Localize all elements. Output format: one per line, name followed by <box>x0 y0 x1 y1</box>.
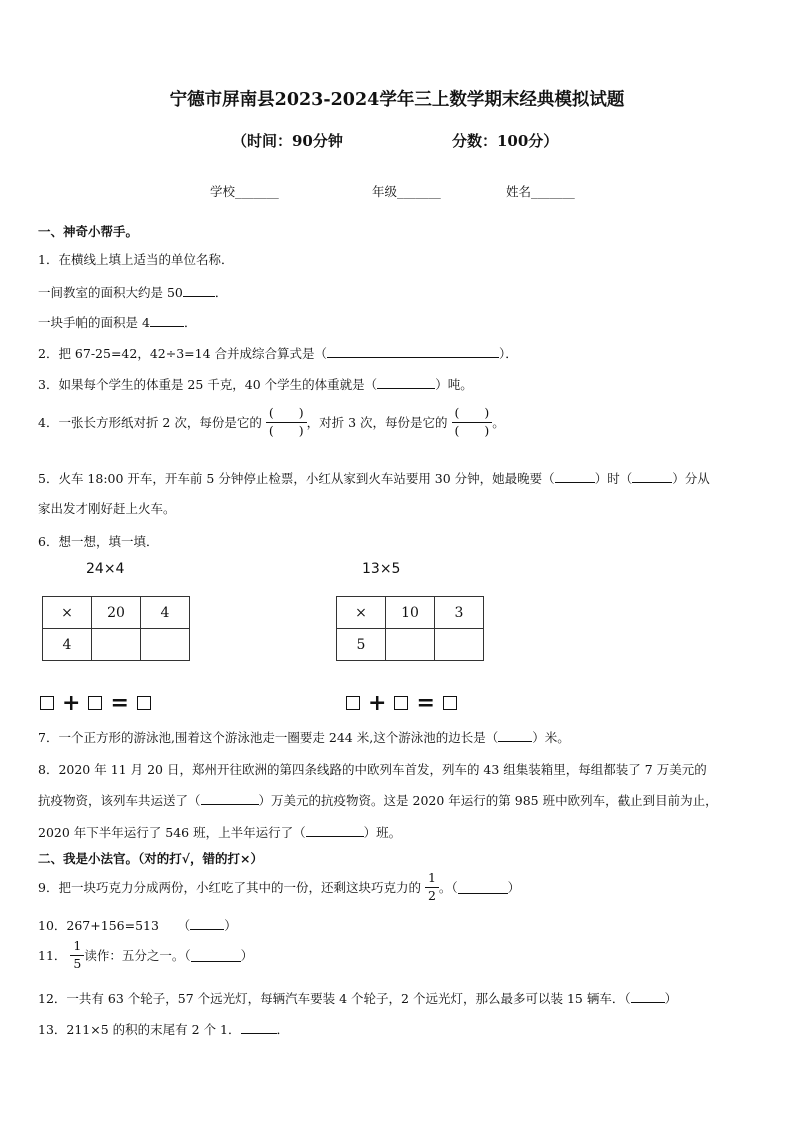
question-3: 3．如果每个学生的体重是 25 千克，40 个学生的体重就是（ ）吨。 <box>38 377 473 392</box>
answer-box[interactable] <box>346 696 360 710</box>
grid-cell: 20 <box>92 597 141 629</box>
answer-box[interactable] <box>394 696 408 710</box>
question-1b: 一块手帕的面积是 4 ． <box>38 315 197 330</box>
question-6: 6．想一想，填一填． <box>38 534 159 549</box>
question-5-cont: 家出发才刚好赶上火车。 <box>38 501 176 516</box>
answer-blank[interactable] <box>190 917 224 930</box>
answer-blank[interactable] <box>498 729 532 742</box>
calc-label-2: 13×5 <box>362 561 401 577</box>
section-2-title: 二、我是小法官。（对的打√，错的打×） <box>38 851 263 866</box>
answer-blank[interactable] <box>183 284 215 297</box>
answer-cell[interactable] <box>435 629 484 661</box>
answer-cell[interactable] <box>92 629 141 661</box>
name-field[interactable]: 姓名_______ <box>506 184 575 199</box>
answer-blank[interactable] <box>150 314 184 327</box>
question-9: 9．把一块巧克力分成两份，小红吃了其中的一份，还剩这块巧克力的 $\frac{1}{2}$ 。（ ） <box>38 870 521 903</box>
page-title: 宁德市屏南县2023-2024学年三上数学期末经典模拟试题 <box>169 90 625 110</box>
question-8: 8．2020 年 11 月 20 日，郑州开往欧洲的第四条线路的中欧列车首发，列车的 43 组集装箱里，每组都装了 7 万美元的 <box>38 762 707 777</box>
calc-label-1: 24×4 <box>86 561 125 577</box>
answer-cell[interactable] <box>386 629 435 661</box>
question-13: 13．211×5 的积的末尾有 2 个 1． ． <box>38 1022 290 1037</box>
grid-cell: 3 <box>435 597 484 629</box>
calc-grid-1 <box>42 596 190 661</box>
school-field[interactable]: 学校_______ <box>210 184 279 199</box>
question-8-cont-2: 2020 年下半年运行了 546 班，上半年运行了（ ）班。 <box>38 825 402 840</box>
fraction-blank[interactable]: $\frac{( )}{( )}$ <box>266 407 307 437</box>
question-4: 4．一张长方形纸对折 2 次，每份是它的 $\frac{( )}{( )}$ ，对折 3 次，每份是它的 $\frac{( )}{( )}$ 。 <box>38 405 505 438</box>
grid-cell: × <box>43 597 92 629</box>
answer-blank[interactable] <box>632 470 672 483</box>
answer-blank[interactable] <box>377 376 435 389</box>
exam-score: 分数：100分） <box>452 132 559 150</box>
answer-blank[interactable] <box>327 345 499 358</box>
question-12: 12．一共有 63 个轮子，57 个远光灯，每辆汽车要装 4 个轮子，2 个远光灯，那么最多可以装 15 辆车．（ ） <box>38 991 678 1006</box>
fraction: $\frac{1}{5}$ <box>70 940 84 970</box>
exam-time: （时间：90分钟 <box>232 132 343 150</box>
fraction-blank[interactable]: $\frac{( )}{( )}$ <box>452 407 493 437</box>
answer-box[interactable] <box>137 696 151 710</box>
grid-cell: 5 <box>337 629 386 661</box>
question-2: 2．把 67-25=42，42÷3=14 合并成综合算式是（ ）． <box>38 346 518 361</box>
answer-box[interactable] <box>88 696 102 710</box>
question-11: 11． $\frac{1}{5}$ 读作：五分之一。（ ） <box>38 938 254 971</box>
answer-blank[interactable] <box>201 792 259 805</box>
answer-cell[interactable] <box>141 629 190 661</box>
grid-cell: 4 <box>43 629 92 661</box>
answer-blank[interactable] <box>458 881 508 894</box>
calc-grid-2 <box>336 596 484 661</box>
question-1: 1．在横线上填上适当的单位名称． <box>38 252 234 267</box>
question-10: 10．267+156=513 （ ） <box>38 918 237 933</box>
grid-cell: 10 <box>386 597 435 629</box>
equation-row-2: + = <box>346 690 457 716</box>
equation-row-1: + = <box>40 690 151 716</box>
answer-blank[interactable] <box>555 470 595 483</box>
answer-box[interactable] <box>443 696 457 710</box>
question-5: 5．火车 18:00 开车，开车前 5 分钟停止检票，小红从家到火车站要用 30 分钟，她最晚要（ ）时（ ）分从 <box>38 471 710 486</box>
answer-blank[interactable] <box>241 1021 277 1034</box>
question-7: 7．一个正方形的游泳池,围着这个游泳池走一圈要走 244 米,这个游泳池的边长是（ ）米。 <box>38 730 570 745</box>
section-1-title: 一、神奇小帮手。 <box>38 224 139 239</box>
answer-blank[interactable] <box>631 990 665 1003</box>
grade-field[interactable]: 年级_______ <box>372 184 441 199</box>
answer-box[interactable] <box>40 696 54 710</box>
fraction: $\frac{1}{2}$ <box>425 872 439 902</box>
answer-blank[interactable] <box>191 949 241 962</box>
question-1a: 一间教室的面积大约是 50 ． <box>38 285 228 300</box>
grid-cell: 4 <box>141 597 190 629</box>
question-8-cont: 抗疫物资，该列车共运送了（ ）万美元的抗疫物资。这是 2020 年运行的第 985 班中欧列车，截止到目前为止， <box>38 793 718 808</box>
grid-cell: × <box>337 597 386 629</box>
answer-blank[interactable] <box>306 824 364 837</box>
